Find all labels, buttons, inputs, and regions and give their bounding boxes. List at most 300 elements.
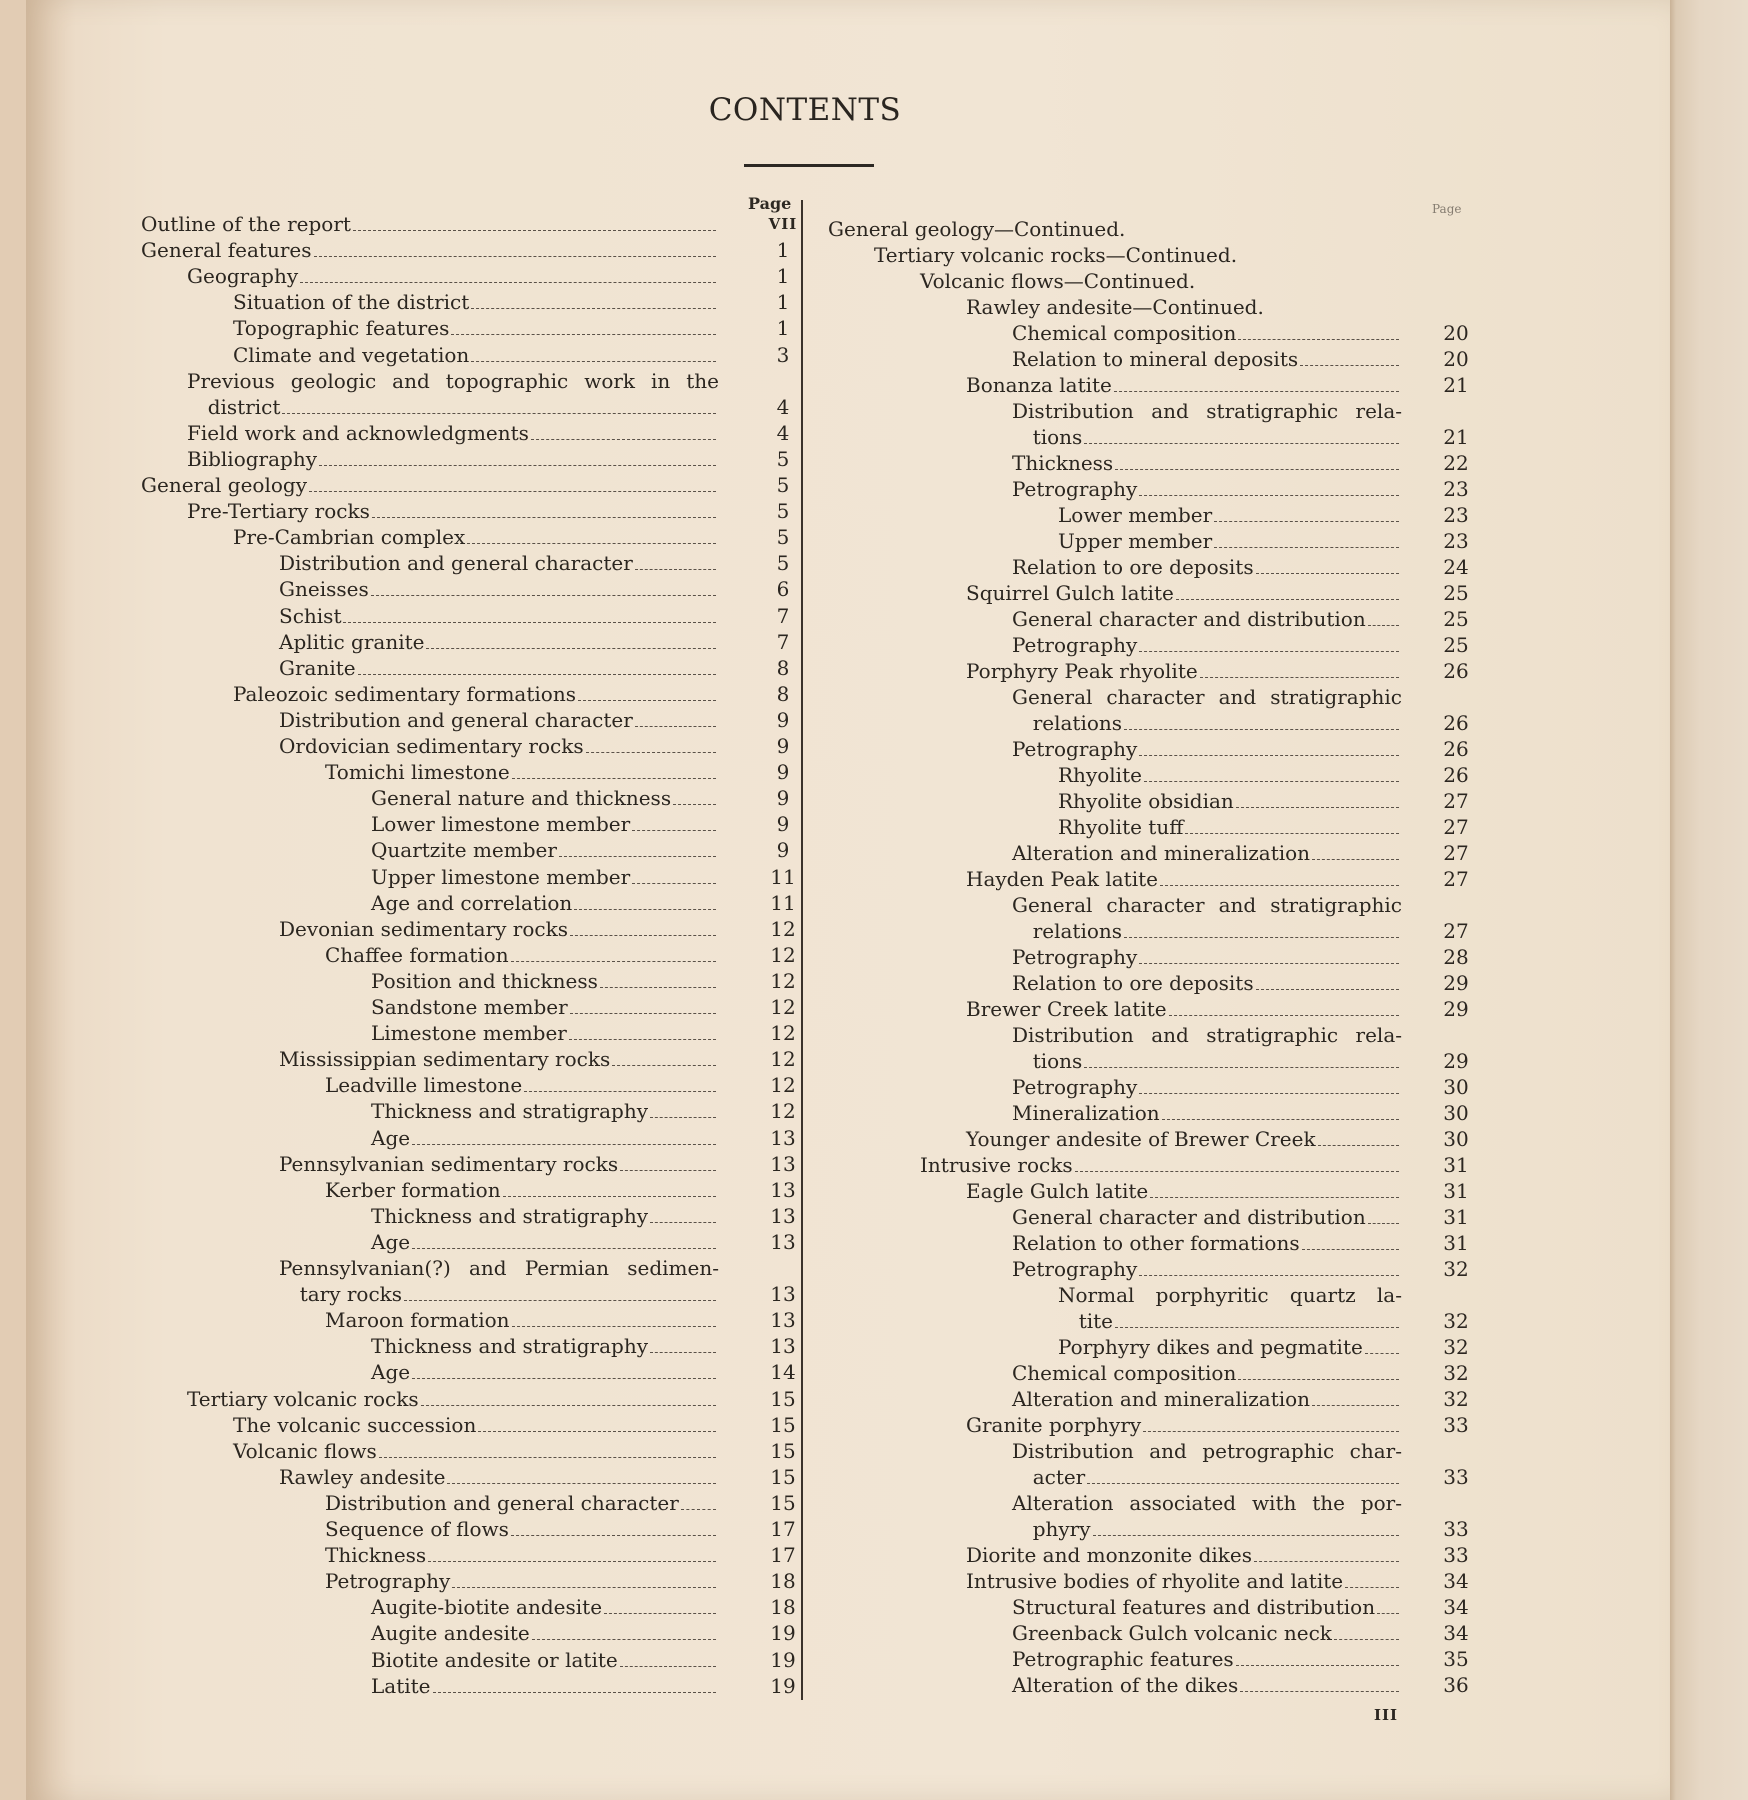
toc-entry <box>141 238 790 263</box>
toc-entry-title: Schist <box>279 603 342 628</box>
toc-page-number: 32 <box>1443 1335 1469 1359</box>
toc-entry-title: Distribution and general character <box>279 707 633 732</box>
toc-leader-dots <box>511 1523 716 1536</box>
toc-entry-title: Intrusive rocks <box>920 1153 1073 1177</box>
toc-entry <box>828 919 1469 944</box>
toc-leader-dots <box>532 1627 716 1640</box>
toc-leader-dots <box>1368 613 1399 626</box>
toc-entry <box>141 1308 796 1333</box>
toc-entry-title: Chaffee formation <box>325 942 509 967</box>
toc-entry-title: phyry <box>1032 1517 1091 1541</box>
toc-entry-title: The volcanic succession <box>233 1412 477 1437</box>
toc-leader-dots <box>1084 431 1399 444</box>
toc-page-number: 13 <box>770 1125 796 1150</box>
toc-leader-dots <box>681 1497 716 1510</box>
toc-entry-title: Leadville limestone <box>325 1073 523 1098</box>
toc-entry <box>828 1179 1469 1204</box>
toc-entry-title: Upper limestone member <box>371 864 631 889</box>
toc-entry-title: Distribution and petrographic char- <box>1012 1439 1402 1463</box>
toc-entry <box>141 629 790 655</box>
toc-entry-title: Bibliography <box>187 446 317 471</box>
toc-page-number: 32 <box>1443 1387 1469 1411</box>
toc-page-number: 9 <box>776 734 790 758</box>
toc-entry-title: Alteration and mineralization <box>1012 1387 1311 1411</box>
toc-leader-dots <box>600 975 716 988</box>
toc-page-number: 27 <box>1443 867 1469 891</box>
toc-leader-dots <box>1143 1419 1399 1432</box>
toc-page-number: 8 <box>776 655 790 680</box>
toc-leader-dots <box>1084 1055 1399 1068</box>
toc-page-number: 12 <box>770 916 796 941</box>
toc-entry-title: Petrography <box>1012 945 1138 969</box>
toc-entry-title: tions <box>1032 425 1083 449</box>
toc-entry <box>828 1439 1402 1464</box>
toc-leader-dots <box>309 479 716 492</box>
toc-entry-title: Topographic features <box>233 316 450 341</box>
toc-entry <box>141 995 796 1020</box>
toc-page-number: 8 <box>776 681 790 706</box>
toc-entry-title: General character and stratigraphic <box>1012 685 1402 709</box>
toc-page-number: 17 <box>770 1543 796 1568</box>
toc-leader-dots <box>1256 561 1399 574</box>
toc-entry <box>141 916 796 942</box>
toc-leader-dots <box>531 427 716 440</box>
toc-page-number: 23 <box>1443 503 1469 527</box>
toc-entry <box>141 1517 796 1542</box>
toc-page-number: 32 <box>1443 1361 1469 1385</box>
toc-page-number: 12 <box>770 942 796 967</box>
toc-entry <box>828 1647 1469 1672</box>
toc-entry <box>828 971 1469 996</box>
toc-page-number: 15 <box>770 1490 796 1515</box>
toc-leader-dots <box>1139 1263 1399 1276</box>
toc-leader-dots <box>433 1680 716 1693</box>
toc-entry-title: Alteration and mineralization <box>1012 841 1311 865</box>
toc-entry <box>828 425 1469 450</box>
toc-leader-dots <box>635 714 716 727</box>
toc-entry <box>141 1282 796 1307</box>
toc-entry-title: Biotite andesite or latite <box>371 1647 618 1672</box>
toc-entry-title: Tertiary volcanic rocks <box>187 1386 419 1411</box>
toc-page-number: 23 <box>1443 477 1469 501</box>
toc-leader-dots <box>574 897 716 910</box>
toc-leader-dots <box>1240 1679 1399 1692</box>
toc-page-number: 4 <box>776 394 790 419</box>
toc-leader-dots <box>1185 821 1399 834</box>
toc-entry-title: Age <box>371 1229 411 1254</box>
toc-page-number: 30 <box>1443 1075 1469 1099</box>
toc-entry <box>141 1595 796 1620</box>
toc-page-number: 15 <box>770 1464 796 1489</box>
toc-leader-dots <box>1114 379 1399 392</box>
toc-page-number: 15 <box>770 1438 796 1463</box>
toc-entry <box>141 1151 796 1177</box>
toc-entry <box>828 1517 1469 1542</box>
toc-entry <box>828 607 1469 632</box>
toc-entry-title: relations <box>1032 711 1123 735</box>
toc-entry <box>828 893 1402 918</box>
toc-entry-title: Normal porphyritic quartz la- <box>1058 1283 1402 1307</box>
toc-entry <box>141 1177 796 1203</box>
toc-entry <box>141 1673 796 1699</box>
toc-leader-dots <box>1139 951 1399 964</box>
toc-entry-title: Paleozoic sedimentary formations <box>233 681 576 706</box>
toc-leader-dots <box>314 244 716 257</box>
toc-leader-dots <box>1115 1315 1399 1328</box>
toc-entry <box>828 399 1402 424</box>
toc-leader-dots <box>412 1132 716 1145</box>
toc-entry-title: Greenback Gulch volcanic neck <box>1012 1621 1332 1645</box>
toc-page-number: 11 <box>770 890 796 915</box>
toc-leader-dots <box>1144 769 1399 782</box>
toc-entry <box>141 1490 796 1516</box>
toc-entry <box>141 1256 719 1281</box>
toc-entry-title: Upper member <box>1058 529 1213 553</box>
toc-leader-dots <box>512 1314 716 1327</box>
toc-leader-dots <box>471 349 716 362</box>
toc-leader-dots <box>379 1445 716 1458</box>
toc-page-number: 26 <box>1443 763 1469 787</box>
toc-entry-title: Chemical composition <box>1012 1361 1237 1385</box>
toc-entry-title: Previous geologic and topographic work in the <box>187 368 719 393</box>
toc-entry-title: Pre-Tertiary rocks <box>187 499 370 524</box>
toc-leader-dots <box>1238 1367 1399 1380</box>
toc-entry <box>141 1647 796 1673</box>
toc-leader-dots <box>372 505 716 518</box>
toc-page-number: 21 <box>1443 373 1469 397</box>
toc-entry <box>141 1412 796 1438</box>
toc-entry <box>828 503 1469 528</box>
toc-entry-title: Porphyry dikes and pegmatite <box>1058 1335 1363 1359</box>
toc-entry-title: Chemical composition <box>1012 321 1237 345</box>
toc-leader-dots <box>604 1601 716 1614</box>
toc-page-number: 29 <box>1443 1049 1469 1073</box>
toc-leader-dots <box>1087 1471 1399 1484</box>
toc-entry <box>828 1387 1469 1412</box>
toc-entry-title: Brewer Creek latite <box>966 997 1167 1021</box>
toc-entry <box>141 1047 796 1072</box>
toc-leader-dots <box>1124 717 1399 730</box>
toc-entry <box>141 551 790 576</box>
page-title: CONTENTS <box>708 92 902 128</box>
toc-page-number: 1 <box>776 264 790 289</box>
toc-page-number: 33 <box>1443 1517 1469 1541</box>
toc-entry <box>141 525 790 550</box>
toc-leader-dots <box>570 923 716 936</box>
toc-entry-title: General character and distribution <box>1012 607 1366 631</box>
toc-page-number: 29 <box>1443 971 1469 995</box>
toc-entry-title: Petrography <box>1012 1075 1138 1099</box>
toc-entry <box>828 1049 1469 1074</box>
toc-entry <box>141 864 796 890</box>
toc-page-number: 32 <box>1443 1257 1469 1281</box>
toc-page-number: 22 <box>1443 451 1469 475</box>
toc-leader-dots <box>1214 509 1399 522</box>
toc-entry-title: Relation to ore deposits <box>1012 971 1254 995</box>
toc-entry-title: Squirrel Gulch latite <box>966 581 1174 605</box>
toc-entry <box>828 1569 1469 1594</box>
toc-entry-title: district <box>207 394 281 419</box>
title-rule <box>744 164 874 167</box>
toc-entry <box>141 603 790 629</box>
toc-entry-title: acter <box>1032 1465 1086 1489</box>
toc-entry-title: Sandstone member <box>371 995 568 1019</box>
toc-entry <box>828 633 1469 658</box>
toc-leader-dots <box>1169 1003 1399 1016</box>
toc-page-number: 33 <box>1443 1465 1469 1489</box>
toc-entry <box>141 342 790 368</box>
toc-entry-title: Geography <box>187 264 299 289</box>
toc-entry <box>828 581 1469 606</box>
toc-entry <box>828 815 1469 840</box>
toc-page-number: 9 <box>776 838 790 863</box>
toc-entry <box>828 711 1469 736</box>
page-folio: III <box>1374 1706 1399 1724</box>
toc-leader-dots <box>1093 1523 1399 1536</box>
toc-leader-dots <box>650 1340 716 1353</box>
toc-entry-title: Position and thickness <box>371 968 598 993</box>
toc-entry-title: Sequence of flows <box>325 1517 509 1541</box>
toc-page-number: 13 <box>770 1282 796 1307</box>
toc-entry <box>141 1464 796 1490</box>
toc-entry-title: Tertiary volcanic rocks—Continued. <box>874 243 1238 267</box>
toc-leader-dots <box>358 662 716 675</box>
toc-page-number: 30 <box>1443 1127 1469 1151</box>
toc-page-number: 33 <box>1443 1543 1469 1567</box>
toc-page-number: 14 <box>770 1360 796 1385</box>
toc-leader-dots <box>1075 1159 1399 1172</box>
toc-leader-dots <box>343 610 716 623</box>
toc-page-number: 9 <box>776 786 790 811</box>
toc-entry-title: Petrography <box>1012 737 1138 761</box>
toc-entry <box>141 394 790 420</box>
toc-page-number: 31 <box>1443 1205 1469 1229</box>
toc-leader-dots <box>1160 873 1399 886</box>
toc-leader-dots <box>1176 587 1399 600</box>
toc-entry <box>828 1127 1469 1152</box>
toc-leader-dots <box>1312 847 1399 860</box>
toc-entry <box>141 1229 796 1255</box>
toc-entry <box>141 734 790 759</box>
toc-page-number: 34 <box>1443 1569 1469 1593</box>
toc-leader-dots <box>1312 1393 1399 1406</box>
toc-page-number: 27 <box>1443 789 1469 813</box>
toc-entry-title: relations <box>1032 919 1123 943</box>
toc-page-number: 31 <box>1443 1153 1469 1177</box>
toc-entry-title: Pennsylvanian sedimentary rocks <box>279 1151 619 1176</box>
toc-leader-dots <box>447 1471 716 1484</box>
toc-entry <box>828 1283 1402 1308</box>
toc-page-number: 1 <box>776 290 790 315</box>
toc-page-number: 9 <box>776 760 790 785</box>
toc-page-number: 19 <box>770 1673 796 1698</box>
toc-leader-dots <box>1345 1575 1399 1588</box>
toc-leader-dots <box>1365 1341 1399 1354</box>
toc-page-number: 7 <box>776 603 790 628</box>
toc-entry <box>141 499 790 524</box>
toc-page-number: 36 <box>1443 1673 1469 1697</box>
toc-entry-title: Augite andesite <box>371 1621 530 1646</box>
toc-leader-dots <box>612 1053 716 1066</box>
toc-entry-title: Pennsylvanian(?) and Permian sedimen- <box>279 1256 719 1280</box>
toc-entry-title: Augite-biotite andesite <box>371 1595 603 1620</box>
toc-entry <box>141 1386 796 1412</box>
toc-entry-title: Porphyry Peak rhyolite <box>966 659 1198 683</box>
toc-entry-title: Situation of the district <box>233 290 470 315</box>
toc-page-number: 3 <box>776 342 790 367</box>
toc-leader-dots <box>1115 457 1399 470</box>
toc-page-number: 32 <box>1443 1309 1469 1333</box>
toc-entry-title: Gneisses <box>279 577 369 602</box>
toc-leader-dots <box>300 270 716 283</box>
toc-page-number: 27 <box>1443 841 1469 865</box>
toc-entry <box>141 264 790 289</box>
toc-entry-title: Rawley andesite <box>279 1464 446 1489</box>
toc-leader-dots <box>1139 483 1399 496</box>
toc-entry-title: Rhyolite <box>1058 763 1142 787</box>
toc-leader-dots <box>426 636 716 649</box>
toc-entry-title: Intrusive bodies of rhyolite and latite <box>966 1569 1344 1593</box>
toc-leader-dots <box>620 1158 716 1171</box>
toc-entry <box>828 1023 1402 1048</box>
toc-leader-dots <box>421 1393 716 1406</box>
toc-leader-dots <box>412 1366 716 1379</box>
toc-page-number: 13 <box>770 1229 796 1254</box>
toc-page-number: 34 <box>1443 1595 1469 1619</box>
toc-leader-dots <box>635 557 716 570</box>
toc-page-number: 5 <box>776 473 790 497</box>
toc-leader-dots <box>1214 535 1399 548</box>
toc-leader-dots <box>1162 1107 1399 1120</box>
toc-leader-dots <box>1334 1627 1399 1640</box>
toc-entry <box>141 1543 796 1568</box>
toc-entry <box>141 1438 796 1464</box>
toc-entry <box>141 1021 796 1046</box>
toc-entry-title: Bonanza latite <box>966 373 1112 397</box>
toc-entry-title: Lower limestone member <box>371 812 631 837</box>
toc-page-number: 19 <box>770 1621 796 1646</box>
toc-entry <box>141 290 790 315</box>
toc-leader-dots <box>1139 743 1399 756</box>
toc-leader-dots <box>353 218 716 231</box>
toc-entry-title: Hayden Peak latite <box>966 867 1158 891</box>
toc-entry <box>141 890 796 916</box>
toc-entry <box>141 1099 796 1124</box>
toc-entry <box>828 451 1469 476</box>
toc-leader-dots <box>467 531 716 544</box>
toc-page-number: 13 <box>770 1177 796 1202</box>
toc-entry-title: General features <box>141 238 312 263</box>
toc-entry <box>828 217 1402 242</box>
toc-entry-title: Petrography <box>1012 1257 1138 1281</box>
toc-entry <box>828 659 1469 684</box>
toc-entry <box>141 760 790 785</box>
toc-entry <box>141 1621 796 1646</box>
toc-entry-title: General geology <box>141 473 307 497</box>
toc-entry <box>141 316 790 341</box>
toc-entry-title: Distribution and general character <box>325 1490 679 1515</box>
toc-entry-title: Volcanic flows <box>233 1438 377 1463</box>
toc-entry <box>828 477 1469 502</box>
toc-entry-title: Distribution and general character <box>279 551 633 576</box>
toc-entry <box>828 1335 1469 1360</box>
toc-entry <box>141 812 790 837</box>
toc-entry <box>141 1569 796 1594</box>
toc-page-number: 26 <box>1443 737 1469 761</box>
toc-entry-title: Rhyolite obsidian <box>1058 789 1234 813</box>
toc-entry-title: Volcanic flows—Continued. <box>920 269 1196 293</box>
toc-entry-title: Relation to other formations <box>1012 1231 1300 1255</box>
toc-entry-title: Younger andesite of Brewer Creek <box>966 1127 1316 1151</box>
toc-page-number: 24 <box>1443 555 1469 579</box>
toc-entry <box>141 212 798 237</box>
toc-page-number: 13 <box>770 1308 796 1333</box>
toc-entry <box>828 321 1469 346</box>
toc-entry-title: Distribution and stratigraphic rela- <box>1012 399 1402 423</box>
toc-entry-title: Quartzite member <box>371 838 557 863</box>
toc-entry <box>141 369 719 394</box>
toc-page-number: 28 <box>1443 945 1469 969</box>
toc-entry-title: Granite <box>279 655 356 680</box>
toc-page-number: 18 <box>770 1595 796 1620</box>
toc-entry-title: Relation to ore deposits <box>1012 555 1254 579</box>
toc-leader-dots <box>511 949 716 962</box>
toc-leader-dots <box>578 688 716 701</box>
toc-page-number: 15 <box>770 1386 796 1411</box>
toc-leader-dots <box>1197 276 1399 288</box>
toc-entry <box>141 1073 796 1098</box>
toc-page-number: 12 <box>770 968 796 993</box>
toc-entry <box>828 555 1469 580</box>
toc-leader-dots <box>452 1575 716 1588</box>
toc-leader-dots <box>1254 1549 1399 1562</box>
toc-entry <box>828 1543 1469 1568</box>
toc-page-number: 13 <box>770 1203 796 1228</box>
toc-page-number: 12 <box>770 1021 796 1046</box>
toc-page-number: 11 <box>770 864 796 889</box>
toc-entry <box>141 1125 796 1151</box>
toc-leader-dots <box>1239 250 1399 262</box>
toc-entry-title: Age <box>371 1125 411 1150</box>
toc-leader-dots <box>512 766 716 779</box>
toc-entry-title: Thickness <box>1012 451 1114 475</box>
toc-page-number: 12 <box>770 1073 796 1098</box>
toc-leader-dots <box>282 401 716 414</box>
toc-leader-dots <box>650 1105 716 1118</box>
toc-entry <box>828 685 1402 710</box>
toc-entry <box>141 968 796 994</box>
toc-page-number: 7 <box>776 629 790 654</box>
toc-entry <box>141 473 790 498</box>
toc-entry-title: Aplitic granite <box>279 629 425 654</box>
toc-entry-title: Kerber formation <box>325 1177 501 1202</box>
toc-entry-title: Thickness <box>325 1543 427 1568</box>
toc-leader-dots <box>559 844 716 857</box>
toc-entry <box>141 446 790 472</box>
toc-entry-title: Petrography <box>1012 477 1138 501</box>
toc-entry-title: Pre-Cambrian complex <box>233 525 466 550</box>
toc-entry <box>141 1203 796 1229</box>
toc-entry <box>828 1361 1469 1386</box>
toc-entry-title: General character and distribution <box>1012 1205 1366 1229</box>
toc-page-number: 33 <box>1443 1413 1469 1437</box>
toc-entry-title: Latite <box>371 1673 431 1698</box>
toc-leader-dots <box>1139 1081 1399 1094</box>
toc-leader-dots <box>1150 1185 1399 1198</box>
toc-entry-title: Granite porphyry <box>966 1413 1142 1437</box>
toc-leader-dots <box>673 792 716 805</box>
toc-leader-dots <box>1238 327 1399 340</box>
